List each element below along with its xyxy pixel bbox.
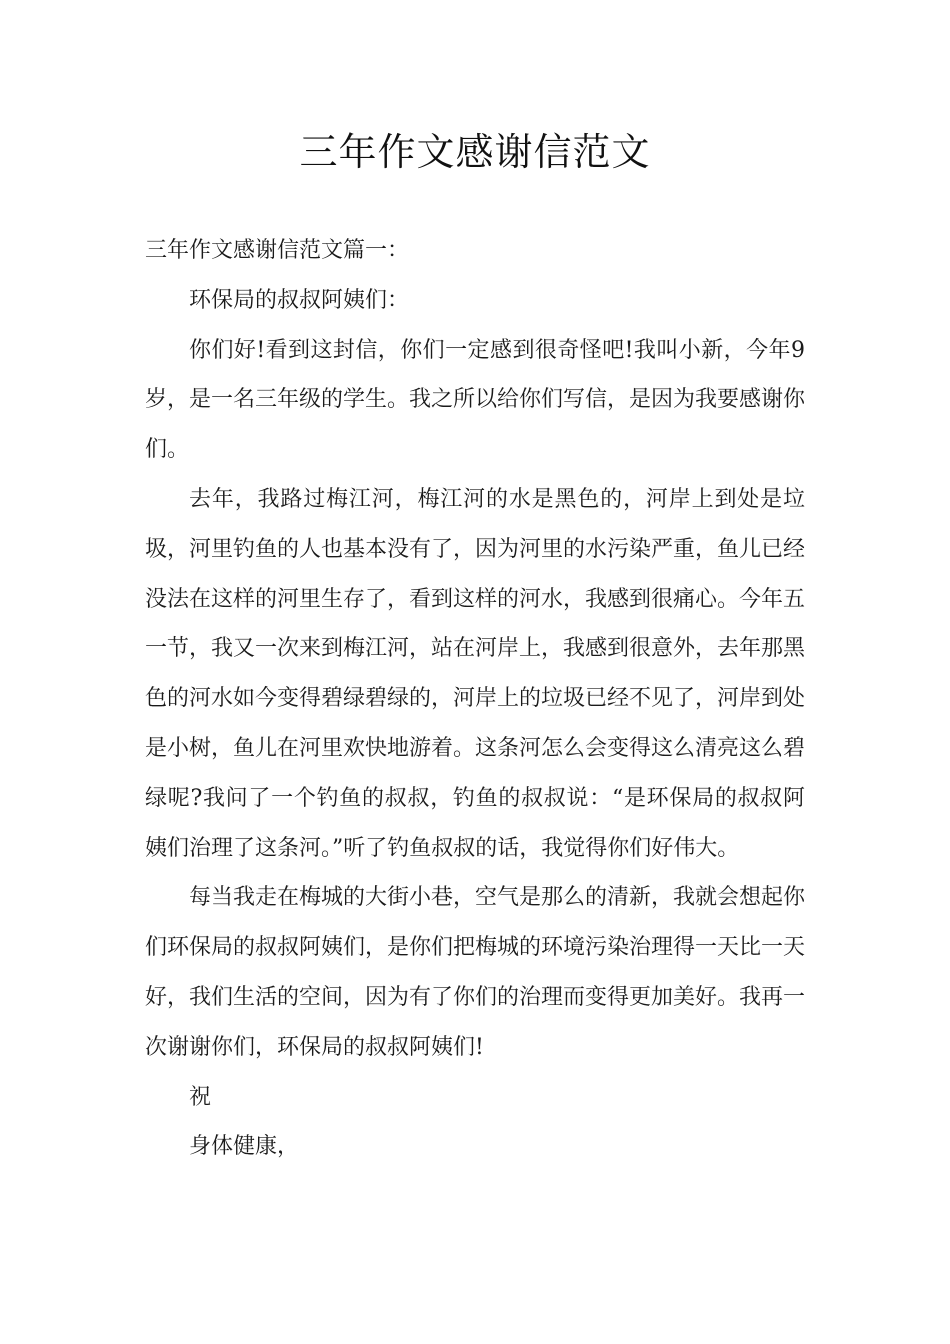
closing-blessing: 身体健康， <box>189 1134 300 1160</box>
document-body <box>145 226 805 1172</box>
paragraph-3: 每当我走在梅城的大街小巷，空气是那么的清新，我就会想起你们环保局的叔叔阿姨们，是你们把梅城的环境污染治理得一天比一天好，我们生活的空间，因为有了你们的治理而变得更加美好。我再一次谢谢你们，环保局的叔叔阿姨们! <box>145 885 806 1060</box>
paragraph-2: 去年，我路过梅江河，梅江河的水是黑色的，河岸上到处是垃圾，河里钓鱼的人也基本没有了，因为河里的水污染严重，鱼儿已经没法在这样的河里生存了，看到这样的河水，我感到很痛心。今年五一节，我又一次来到梅江河，站在河岸上，我感到很意外，去年那黑色的河水如今变得碧绿碧绿的，河岸上的垃圾已经不见了，河岸到处是小树，鱼儿在河里欢快地游着。这条河怎么会变得这么清亮这么碧绿呢?我问了一个钓鱼的叔叔，钓鱼的叔叔说：“是环保局的叔叔阿姨们治理了这条河。”听了钓鱼叔叔的话，我觉得你们好伟大。 <box>145 486 806 861</box>
salutation: 环保局的叔叔阿姨们： <box>189 287 410 313</box>
page-title: 三年作文感谢信范文 <box>299 130 651 174</box>
section-heading: 三年作文感谢信范文篇一： <box>145 238 410 263</box>
closing-wish: 祝 <box>189 1084 212 1110</box>
paragraph-1: 你们好!看到这封信，你们一定感到很奇怪吧!我叫小新，今年9岁，是一名三年级的学生。我之所以给你们写信，是因为我要感谢你们。 <box>145 337 806 463</box>
